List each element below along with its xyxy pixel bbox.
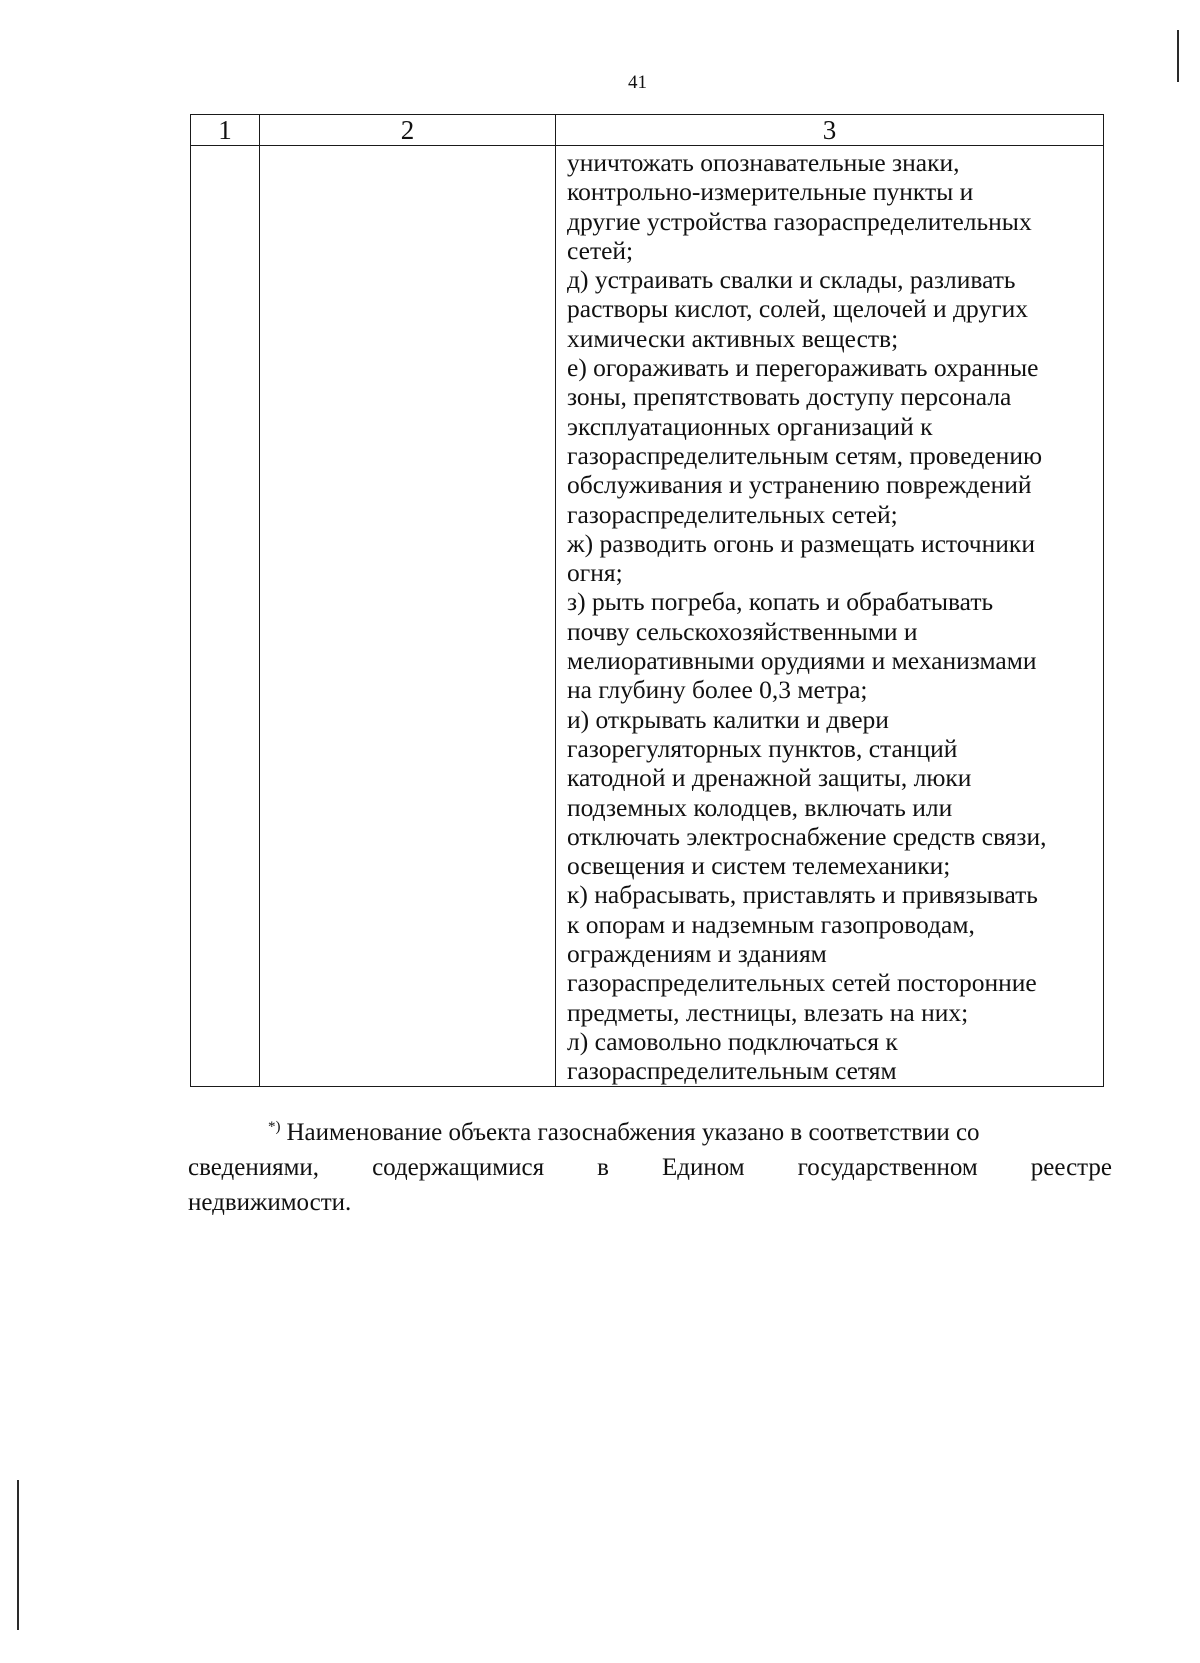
list-item: газораспределительным сетям, проведению: [567, 440, 1043, 470]
list-item: и) открывать калитки и двери: [567, 704, 889, 734]
list-item: к опорам и надземным газопроводам,: [567, 909, 975, 939]
footnote-line-text: Наименование объекта газоснабжения указано в соответствии со: [286, 1119, 980, 1146]
list-item: ограждениям и зданиям: [567, 939, 827, 969]
table-header-row: [191, 115, 1104, 146]
list-item: мелиоративными орудиями и механизмами: [567, 646, 1037, 676]
list-item: огня;: [567, 558, 623, 588]
list-item: обслуживания и устранению повреждений: [567, 470, 1032, 500]
list-item: з) рыть погреба, копать и обрабатывать: [567, 587, 994, 617]
list-item: другие устройства газораспределительных: [567, 206, 1032, 236]
list-item: почву сельскохозяйственными и: [567, 616, 918, 646]
list-item: ж) разводить огонь и размещать источники: [567, 528, 1035, 558]
page-number: 41: [628, 72, 647, 93]
table-row: [191, 146, 1104, 1087]
table-cell-col3: [556, 146, 1104, 1087]
list-item: к) набрасывать, приставлять и привязывать: [567, 880, 1038, 910]
list-item: предметы, лестницы, влезать на них;: [567, 997, 969, 1027]
list-item: д) устраивать свалки и склады, разливать: [567, 265, 1016, 295]
list-item: зоны, препятствовать доступу персонала: [567, 382, 1012, 412]
scan-edge-mark: [1177, 30, 1179, 82]
list-item: на глубину более 0,3 метра;: [567, 675, 868, 705]
column-header-1: 1: [191, 115, 260, 146]
footnote-line: [188, 1150, 1112, 1185]
list-item: газораспределительных сетей посторонние: [567, 968, 1037, 998]
list-item: освещения и систем телемеханики;: [567, 851, 951, 881]
list-item: уничтожать опознавательные знаки,: [567, 148, 960, 177]
footnote-word: Едином: [661, 1154, 745, 1181]
list-item: л) самовольно подключаться к: [567, 1026, 898, 1056]
list-item: газораспределительным сетям: [567, 1056, 897, 1086]
list-item: отключать электроснабжение средств связи,: [567, 821, 1047, 851]
column-header-3: 3: [556, 115, 1104, 146]
prohibitions-list: [567, 148, 1095, 1086]
column-header-2: 2: [260, 115, 556, 146]
list-item: эксплуатационных организаций к: [567, 411, 933, 441]
footnote-word: государственном: [797, 1154, 978, 1181]
footnote-word: реестре: [1030, 1154, 1112, 1181]
scan-edge-mark: [17, 1480, 19, 1630]
footnote-line: недвижимости.: [188, 1189, 352, 1216]
footnote-word: содержащимися: [372, 1154, 545, 1181]
footnote-line: [188, 1115, 1112, 1150]
footnote: [188, 1115, 1112, 1220]
list-item: контрольно-измерительные пункты и: [567, 177, 974, 207]
footnote-word: сведениями,: [188, 1154, 320, 1181]
table-cell-col1: [191, 146, 260, 1087]
list-item: катодной и дренажной защиты, люки: [567, 763, 972, 793]
footnote-word: в: [597, 1154, 609, 1181]
list-item: газорегуляторных пунктов, станций: [567, 733, 958, 763]
list-item: растворы кислот, солей, щелочей и других: [567, 294, 1028, 324]
list-item: химически активных веществ;: [567, 323, 899, 353]
list-item: подземных колодцев, включать или: [567, 792, 953, 822]
list-item: газораспределительных сетей;: [567, 499, 898, 529]
list-item: е) огораживать и перегораживать охранные: [567, 353, 1039, 383]
document-table: [190, 114, 1104, 1087]
table-cell-col2: [260, 146, 556, 1087]
list-item: сетей;: [567, 235, 634, 265]
footnote-marker: *): [268, 1118, 281, 1135]
